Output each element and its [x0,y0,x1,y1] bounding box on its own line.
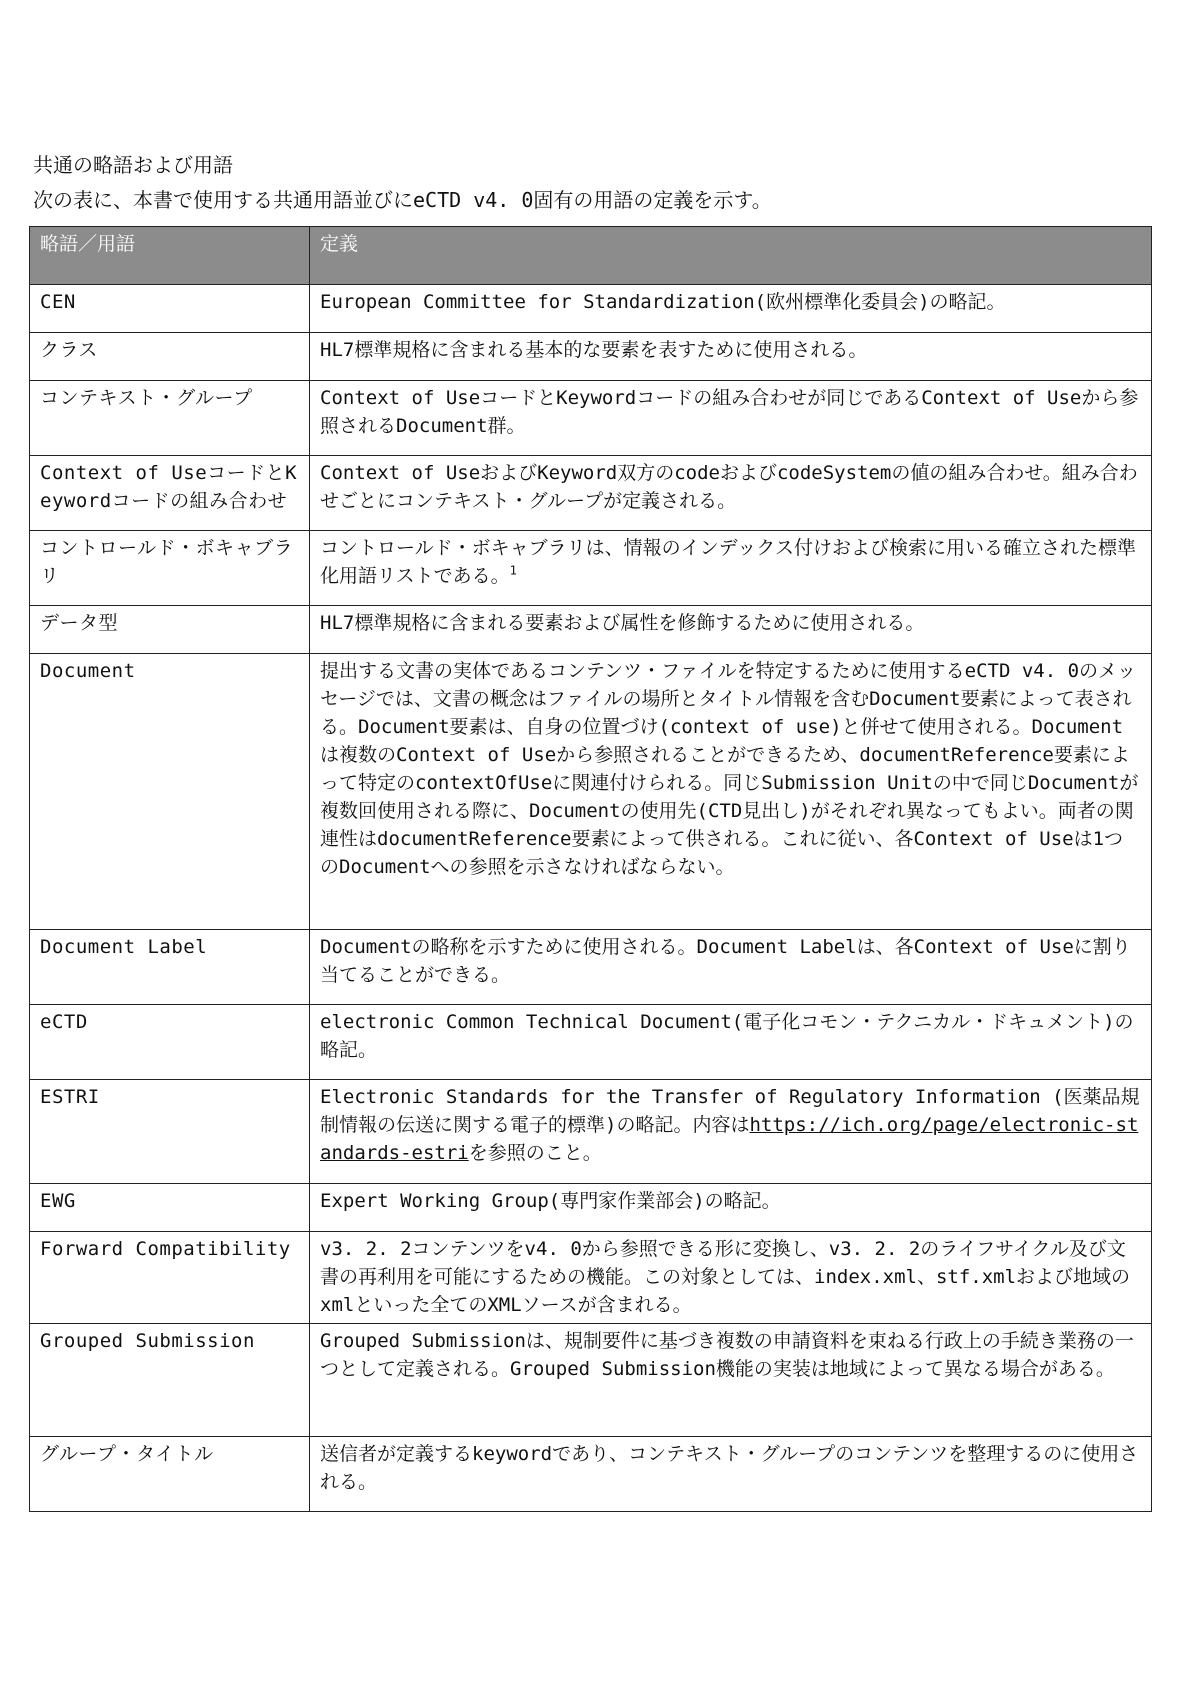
table-row [30,456,1152,531]
term-cell: グループ・タイトル [30,1437,310,1512]
term-cell: コンテキスト・グループ [30,381,310,456]
definition-text: Electronic Standards for the Transfer of Regulatory Information (医薬品規制情報の伝送に関する電子的標準)の略記。内容は [320,1086,1140,1136]
term-cell: クラス [30,333,310,381]
term-cell: ESTRI [30,1080,310,1184]
definition-cell: Documentの略称を示すために使用される。Document Labelは、各Context of Useに割り当てることができる。 [310,930,1152,1005]
table-row [30,930,1152,1005]
term-cell: eCTD [30,1005,310,1080]
table-row [30,1005,1152,1080]
definition-cell: 提出する文書の実体であるコンテンツ・ファイルを特定するために使用するeCTD v4. 0のメッセージでは、文書の概念はファイルの場所とタイトル情報を含むDocument要素によって表される。Document要素は、自身の位置づけ(context of use)と併せて使用される。Documentは複数のContext of Useから参照されることができるため、documentReference要素によって特定のcontextOfUseに関連付けられる。同じSubmission Unitの中で同じDocumentが複数回使用される際に、Documentの使用先(CTD見出し)がそれぞれ異なってもよい。両者の関連性はdocumentReference要素によって供される。これに従い、各Context of Useは1つのDocumentへの参照を示さなければならない。 [310,654,1152,930]
table-row [30,333,1152,381]
definition-cell: electronic Common Technical Document(電子化コモン・テクニカル・ドキュメント)の略記。 [310,1005,1152,1080]
definition-cell: 送信者が定義するkeywordであり、コンテキスト・グループのコンテンツを整理するのに使用される。 [310,1437,1152,1512]
table-row [30,654,1152,930]
definition-cell: Context of UseコードとKeywordコードの組み合わせが同じであるContext of Useから参照されるDocument群。 [310,381,1152,456]
table-header-row [30,227,1152,285]
definition-cell: Grouped Submissionは、規制要件に基づき複数の申請資料を束ねる行政上の手続き業務の一つとして定義される。Grouped Submission機能の実装は地域によって異なる場合がある。 [310,1324,1152,1437]
term-cell: EWG [30,1184,310,1232]
section-title: 共通の略語および用語 [33,153,233,177]
table-row [30,381,1152,456]
table-row [30,1184,1152,1232]
table-row [30,1232,1152,1324]
glossary-table [29,226,1152,1512]
term-cell: Grouped Submission [30,1324,310,1437]
term-cell: Forward Compatibility [30,1232,310,1324]
definition-cell: Expert Working Group(専門家作業部会)の略記。 [310,1184,1152,1232]
term-cell: データ型 [30,606,310,654]
table-row [30,1080,1152,1184]
table-row [30,1437,1152,1512]
definition-cell [310,531,1152,606]
definition-cell: HL7標準規格に含まれる要素および属性を修飾するために使用される。 [310,606,1152,654]
table-row [30,1324,1152,1437]
term-cell: Context of UseコードとKeywordコードの組み合わせ [30,456,310,531]
definition-suffix: を参照のこと。 [468,1142,602,1164]
definition-cell: Context of UseおよびKeyword双方のcodeおよびcodeSystemの値の組み合わせ。組み合わせごとにコンテキスト・グループが定義される。 [310,456,1152,531]
table-row [30,531,1152,606]
term-column-header: 略語／用語 [30,227,310,285]
definition-cell: HL7標準規格に含まれる基本的な要素を表すために使用される。 [310,333,1152,381]
term-cell: Document Label [30,930,310,1005]
term-cell: コントロールド・ボキャブラリ [30,531,310,606]
table-row [30,606,1152,654]
definition-text: コントロールド・ボキャブラリは、情報のインデックス付けおよび検索に用いる確立された標準化用語リストである。 [320,537,1137,587]
definition-cell: v3. 2. 2コンテンツをv4. 0から参照できる形に変換し、v3. 2. 2のライフサイクル及び文書の再利用を可能にするための機能。この対象としては、index.xml、stf.xmlおよび地域のxmlといった全てのXMLソースが含まれる。 [310,1232,1152,1324]
definition-cell [310,1080,1152,1184]
term-cell: Document [30,654,310,930]
footnote-marker[interactable]: 1 [509,563,517,578]
definition-column-header: 定義 [310,227,1152,285]
estri-link[interactable]: https://ich.org/page/electronic-standards-estri [320,1114,1139,1164]
table-row [30,285,1152,333]
term-cell: CEN [30,285,310,333]
intro-text: 次の表に、本書で使用する共通用語並びにeCTD v4. 0固有の用語の定義を示す。 [33,188,772,212]
definition-cell: European Committee for Standardization(欧州標準化委員会)の略記。 [310,285,1152,333]
